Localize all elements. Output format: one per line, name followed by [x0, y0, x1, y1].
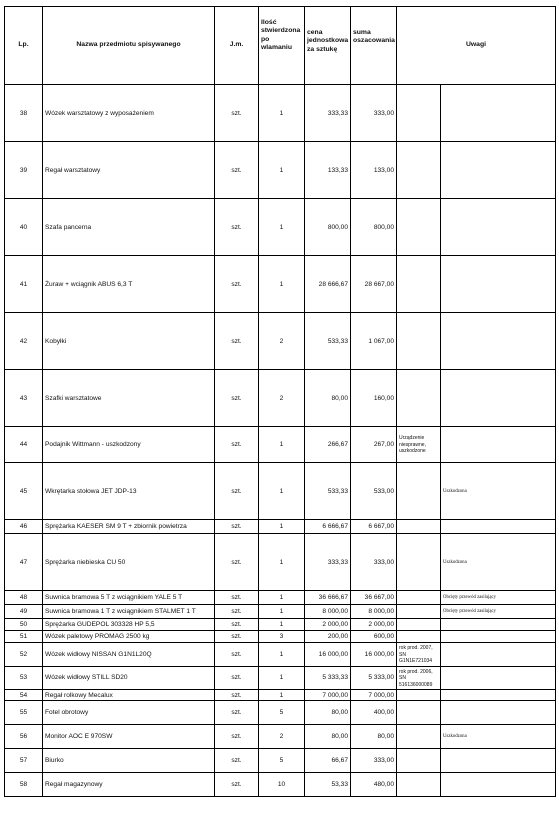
row-lp: 38: [5, 85, 43, 142]
row-note: [397, 199, 441, 256]
header-remarks: Uwagi: [397, 7, 556, 85]
row-lp: 39: [5, 142, 43, 199]
row-lp: 58: [5, 773, 43, 797]
row-price: 133,33: [305, 142, 351, 199]
row-note: rok prod. 2007, SN G1N1E721034: [397, 643, 441, 667]
row-qty: 5: [259, 701, 305, 725]
table-row: [5, 463, 556, 520]
row-name: Wózek widłowy STILL SD20: [43, 666, 215, 690]
row-total: 533,00: [351, 463, 397, 520]
header-total: suma oszacowania: [351, 7, 397, 85]
row-price: 333,33: [305, 534, 351, 591]
row-remark: [441, 690, 556, 701]
row-name: Sprężarka GUDEPOL 303328 HP 5,5: [43, 619, 215, 631]
row-name: Sprężarka niebieska CU 50: [43, 534, 215, 591]
row-remark: [441, 142, 556, 199]
row-name: Regał warsztatowy: [43, 142, 215, 199]
row-qty: 10: [259, 773, 305, 797]
row-remark: Uszkodzona: [441, 463, 556, 520]
table-row: [5, 142, 556, 199]
row-unit: szt.: [215, 313, 259, 370]
row-name: Wózek widłowy NISSAN G1N1L20Q: [43, 643, 215, 667]
row-qty: 1: [259, 619, 305, 631]
row-price: 80,00: [305, 725, 351, 749]
row-price: 7 000,00: [305, 690, 351, 701]
row-lp: 55: [5, 701, 43, 725]
table-body: [5, 85, 556, 797]
row-total: 600,00: [351, 631, 397, 643]
row-total: 2 000,00: [351, 619, 397, 631]
inventory-table: [4, 6, 556, 797]
row-lp: 42: [5, 313, 43, 370]
row-price: 6 666,67: [305, 520, 351, 534]
row-total: 7 000,00: [351, 690, 397, 701]
row-remark: [441, 199, 556, 256]
row-unit: szt.: [215, 370, 259, 427]
table-row: [5, 370, 556, 427]
row-remark: [441, 619, 556, 631]
row-unit: szt.: [215, 534, 259, 591]
row-qty: 1: [259, 534, 305, 591]
row-lp: 44: [5, 427, 43, 463]
row-unit: szt.: [215, 701, 259, 725]
row-qty: 1: [259, 256, 305, 313]
row-note: [397, 520, 441, 534]
row-qty: 1: [259, 427, 305, 463]
table-row: [5, 199, 556, 256]
row-qty: 1: [259, 142, 305, 199]
row-lp: 41: [5, 256, 43, 313]
row-total: 80,00: [351, 725, 397, 749]
row-qty: 1: [259, 690, 305, 701]
row-remark: [441, 85, 556, 142]
row-name: Suwnica bramowa 1 T z wciągnikiem STALMET 1 T: [43, 605, 215, 619]
table-header-row: [5, 7, 556, 85]
row-unit: szt.: [215, 142, 259, 199]
row-unit: szt.: [215, 773, 259, 797]
row-total: 36 667,00: [351, 591, 397, 605]
row-price: 36 666,67: [305, 591, 351, 605]
table-row: [5, 427, 556, 463]
row-name: Sprężarka KAESER SM 9 T + zbiornik powietrza: [43, 520, 215, 534]
row-total: 800,00: [351, 199, 397, 256]
row-lp: 40: [5, 199, 43, 256]
row-unit: szt.: [215, 631, 259, 643]
table-row: [5, 725, 556, 749]
row-remark: [441, 666, 556, 690]
row-lp: 49: [5, 605, 43, 619]
table-row: [5, 256, 556, 313]
table-row: [5, 85, 556, 142]
row-note: [397, 142, 441, 199]
header-unit: J.m.: [215, 7, 259, 85]
header-lp: Lp.: [5, 7, 43, 85]
row-note: [397, 725, 441, 749]
row-lp: 54: [5, 690, 43, 701]
table-row: [5, 591, 556, 605]
row-total: 400,00: [351, 701, 397, 725]
row-total: 333,00: [351, 85, 397, 142]
table-row: [5, 619, 556, 631]
row-remark: Uszkodzona: [441, 534, 556, 591]
row-note: [397, 256, 441, 313]
row-lp: 56: [5, 725, 43, 749]
row-lp: 47: [5, 534, 43, 591]
row-note: Urządzenie niesprawne, uszkodzone: [397, 427, 441, 463]
row-name: Żuraw + wciągnik ABUS 6,3 T: [43, 256, 215, 313]
row-total: 8 000,00: [351, 605, 397, 619]
row-total: 333,00: [351, 534, 397, 591]
row-name: Szafki warsztatowe: [43, 370, 215, 427]
table-row: [5, 534, 556, 591]
row-unit: szt.: [215, 85, 259, 142]
row-name: Monitor AOC E 970SW: [43, 725, 215, 749]
row-unit: szt.: [215, 463, 259, 520]
row-name: Wózek warsztatowy z wyposażeniem: [43, 85, 215, 142]
row-name: Regał rolkowy Mecalux: [43, 690, 215, 701]
table-row: [5, 773, 556, 797]
row-total: 5 333,00: [351, 666, 397, 690]
row-qty: 2: [259, 725, 305, 749]
row-name: Szafa pancerna: [43, 199, 215, 256]
row-qty: 1: [259, 463, 305, 520]
row-remark: Obcięty przewód zasilający: [441, 605, 556, 619]
row-price: 66,67: [305, 749, 351, 773]
row-remark: [441, 773, 556, 797]
row-price: 80,00: [305, 370, 351, 427]
row-price: 53,33: [305, 773, 351, 797]
row-remark: [441, 643, 556, 667]
row-name: Podajnik Wittmann - uszkodzony: [43, 427, 215, 463]
row-remark: [441, 427, 556, 463]
row-remark: [441, 520, 556, 534]
row-total: 133,00: [351, 142, 397, 199]
table-row: [5, 631, 556, 643]
row-unit: szt.: [215, 643, 259, 667]
row-total: 16 000,00: [351, 643, 397, 667]
row-qty: 2: [259, 313, 305, 370]
row-price: 533,33: [305, 463, 351, 520]
row-note: [397, 605, 441, 619]
row-total: 267,00: [351, 427, 397, 463]
table-row: [5, 643, 556, 667]
table-row: [5, 666, 556, 690]
row-lp: 53: [5, 666, 43, 690]
row-qty: 1: [259, 520, 305, 534]
row-name: Biurko: [43, 749, 215, 773]
row-lp: 48: [5, 591, 43, 605]
row-unit: szt.: [215, 520, 259, 534]
row-remark: Obcięty przewód zasilający: [441, 591, 556, 605]
row-unit: szt.: [215, 256, 259, 313]
row-name: Regał magazynowy: [43, 773, 215, 797]
row-total: 160,00: [351, 370, 397, 427]
row-price: 266,67: [305, 427, 351, 463]
row-unit: szt.: [215, 591, 259, 605]
row-remark: [441, 631, 556, 643]
row-name: Wózek paletowy PROMAG 2500 kg: [43, 631, 215, 643]
row-name: Suwnica bramowa 5 T z wciągnikiem YALE 5 T: [43, 591, 215, 605]
row-note: [397, 534, 441, 591]
table-row: [5, 605, 556, 619]
row-price: 80,00: [305, 701, 351, 725]
row-lp: 43: [5, 370, 43, 427]
row-note: [397, 313, 441, 370]
row-name: Kobyłki: [43, 313, 215, 370]
row-name: Wkrętarka stołowa JET JDP-13: [43, 463, 215, 520]
header-name: Nazwa przedmiotu spisywanego: [43, 7, 215, 85]
row-lp: 51: [5, 631, 43, 643]
row-note: [397, 463, 441, 520]
row-price: 533,33: [305, 313, 351, 370]
header-price: cena jednostkowa za sztukę: [305, 7, 351, 85]
row-price: 5 333,33: [305, 666, 351, 690]
row-total: 28 667,00: [351, 256, 397, 313]
header-qty: Ilość stwierdzona po wlamaniu: [259, 7, 305, 85]
row-lp: 45: [5, 463, 43, 520]
row-remark: [441, 313, 556, 370]
table-row: [5, 313, 556, 370]
row-qty: 1: [259, 643, 305, 667]
row-total: 1 067,00: [351, 313, 397, 370]
row-unit: szt.: [215, 199, 259, 256]
row-note: rok prod. 2006, SN 516136000089: [397, 666, 441, 690]
row-note: [397, 773, 441, 797]
row-price: 8 000,00: [305, 605, 351, 619]
row-lp: 57: [5, 749, 43, 773]
row-note: [397, 370, 441, 427]
row-unit: szt.: [215, 666, 259, 690]
row-qty: 1: [259, 666, 305, 690]
row-lp: 50: [5, 619, 43, 631]
row-total: 333,00: [351, 749, 397, 773]
row-unit: szt.: [215, 749, 259, 773]
row-total: 480,00: [351, 773, 397, 797]
row-price: 200,00: [305, 631, 351, 643]
row-total: 6 667,00: [351, 520, 397, 534]
row-note: [397, 690, 441, 701]
row-lp: 46: [5, 520, 43, 534]
row-qty: 5: [259, 749, 305, 773]
row-remark: [441, 701, 556, 725]
row-qty: 1: [259, 85, 305, 142]
row-lp: 52: [5, 643, 43, 667]
table-row: [5, 690, 556, 701]
row-note: [397, 631, 441, 643]
table-row: [5, 701, 556, 725]
row-qty: 1: [259, 605, 305, 619]
table-row: [5, 520, 556, 534]
row-price: 800,00: [305, 199, 351, 256]
row-note: [397, 701, 441, 725]
row-price: 2 000,00: [305, 619, 351, 631]
row-note: [397, 85, 441, 142]
row-unit: szt.: [215, 725, 259, 749]
row-qty: 2: [259, 370, 305, 427]
table-row: [5, 749, 556, 773]
row-price: 333,33: [305, 85, 351, 142]
row-remark: [441, 256, 556, 313]
row-note: [397, 749, 441, 773]
row-note: [397, 591, 441, 605]
row-qty: 3: [259, 631, 305, 643]
row-name: Fotel obrotowy: [43, 701, 215, 725]
row-qty: 1: [259, 199, 305, 256]
row-remark: Uszkodzona: [441, 725, 556, 749]
row-qty: 1: [259, 591, 305, 605]
row-unit: szt.: [215, 427, 259, 463]
row-remark: [441, 370, 556, 427]
row-unit: szt.: [215, 619, 259, 631]
row-unit: szt.: [215, 690, 259, 701]
row-price: 16 000,00: [305, 643, 351, 667]
row-note: [397, 619, 441, 631]
row-unit: szt.: [215, 605, 259, 619]
row-remark: [441, 749, 556, 773]
row-price: 28 666,67: [305, 256, 351, 313]
